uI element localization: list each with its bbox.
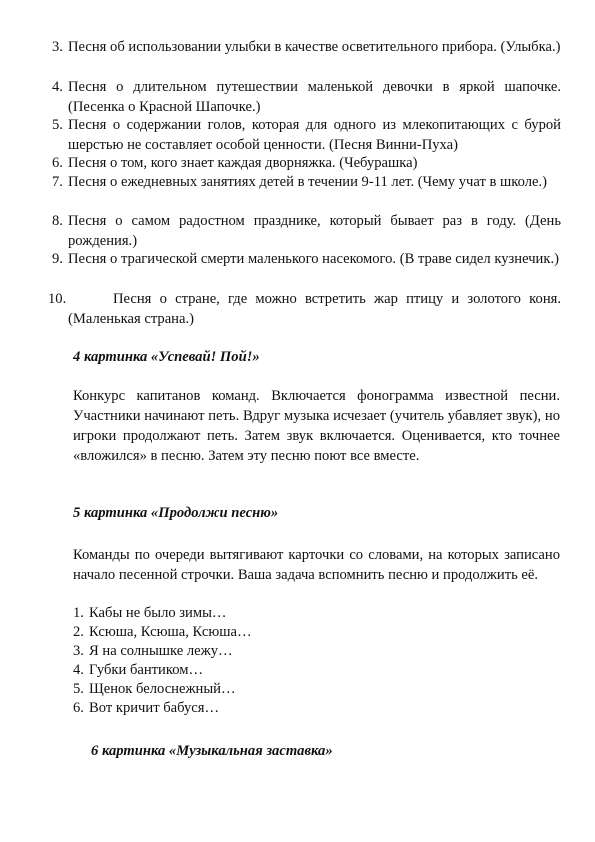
list-item: [48, 289, 561, 329]
list-item-text: Вот кричит бабуся…: [89, 700, 220, 716]
section-paragraph: Команды по очереди вытягивают карточки со словами, на которых записано начало песенной строчки. Ваша задача вспомнить песню и продолжить её.: [73, 547, 560, 583]
list-item: [52, 37, 561, 57]
list-item-number: 7.: [52, 174, 63, 190]
list-item-text: Песня о самом радостном празднике, который бывает раз в году. (День рождения.): [68, 213, 561, 249]
list-item-number: 4.: [73, 662, 84, 678]
section-paragraph: Конкурс капитанов команд. Включается фонограмма известной песни. Участники начинают петь. Вдруг музыка исчезает (учитель убавляет звук), но игроки продолжают петь. Затем звук включается. Оценивается, кто точнее «вложился» в песню. Затем эту песню поют все вместе.: [73, 388, 560, 464]
list-item-number: 10.: [48, 291, 67, 307]
list-item-number: 5.: [73, 681, 84, 697]
list-item-text: Щенок белоснежный…: [89, 681, 236, 697]
list-item-text: Песня о содержании голов, которая для одного из млекопитающих с бурой шерстью не составляет особой ценности. (Песня Винни-Пуха): [68, 117, 561, 153]
section-heading: 5 картинка «Продолжи песню»: [73, 505, 279, 521]
list-item: [73, 698, 219, 718]
list-item-text: Песня об использовании улыбки в качестве осветительного прибора. (Улыбка.): [68, 39, 561, 55]
list-item-text: Кабы не было зимы…: [89, 605, 227, 621]
list-item-number: 6.: [52, 155, 63, 171]
list-item: [73, 660, 203, 680]
list-item: [52, 153, 561, 173]
section-heading: 4 картинка «Успевай! Пой!»: [73, 349, 260, 365]
list-item-text: Я на солнышке лежу…: [89, 643, 233, 659]
list-item-number: 8.: [52, 213, 63, 229]
list-item-text: Песня о длительном путешествии маленькой девочки в яркой шапочке. (Песенка о Красной Шапочке.): [68, 79, 561, 115]
list-item: [73, 603, 227, 623]
list-item: [73, 622, 252, 642]
list-item-number: 3.: [73, 643, 84, 659]
list-item-number: 3.: [52, 39, 63, 55]
list-item: [52, 249, 561, 269]
list-item-number: 4.: [52, 79, 63, 95]
list-item: [52, 115, 561, 155]
list-item: [52, 77, 561, 117]
section-heading: 6 картинка «Музыкальная заставка»: [91, 743, 333, 759]
list-item-text: Песня о ежедневных занятиях детей в течении 9-11 лет. (Чему учат в школе.): [68, 174, 547, 190]
list-item: [52, 172, 561, 192]
list-item-text: Губки бантиком…: [89, 662, 204, 678]
list-item-text: Песня о трагической смерти маленького насекомого. (В траве сидел кузнечик.): [68, 251, 559, 267]
list-item-number: 5.: [52, 117, 63, 133]
list-item-number: 1.: [73, 605, 84, 621]
list-item-text: Ксюша, Ксюша, Ксюша…: [89, 624, 252, 640]
list-item-text: Песня о стране, где можно встретить жар птицу и золотого коня. (Маленькая страна.): [68, 291, 561, 327]
list-item: [52, 211, 561, 251]
list-item-text: Песня о том, кого знает каждая дворняжка. (Чебурашка): [68, 155, 418, 171]
list-item: [73, 641, 233, 661]
list-item-number: 2.: [73, 624, 84, 640]
list-item-number: 9.: [52, 251, 63, 267]
list-item-number: 6.: [73, 700, 84, 716]
list-item: [73, 679, 236, 699]
